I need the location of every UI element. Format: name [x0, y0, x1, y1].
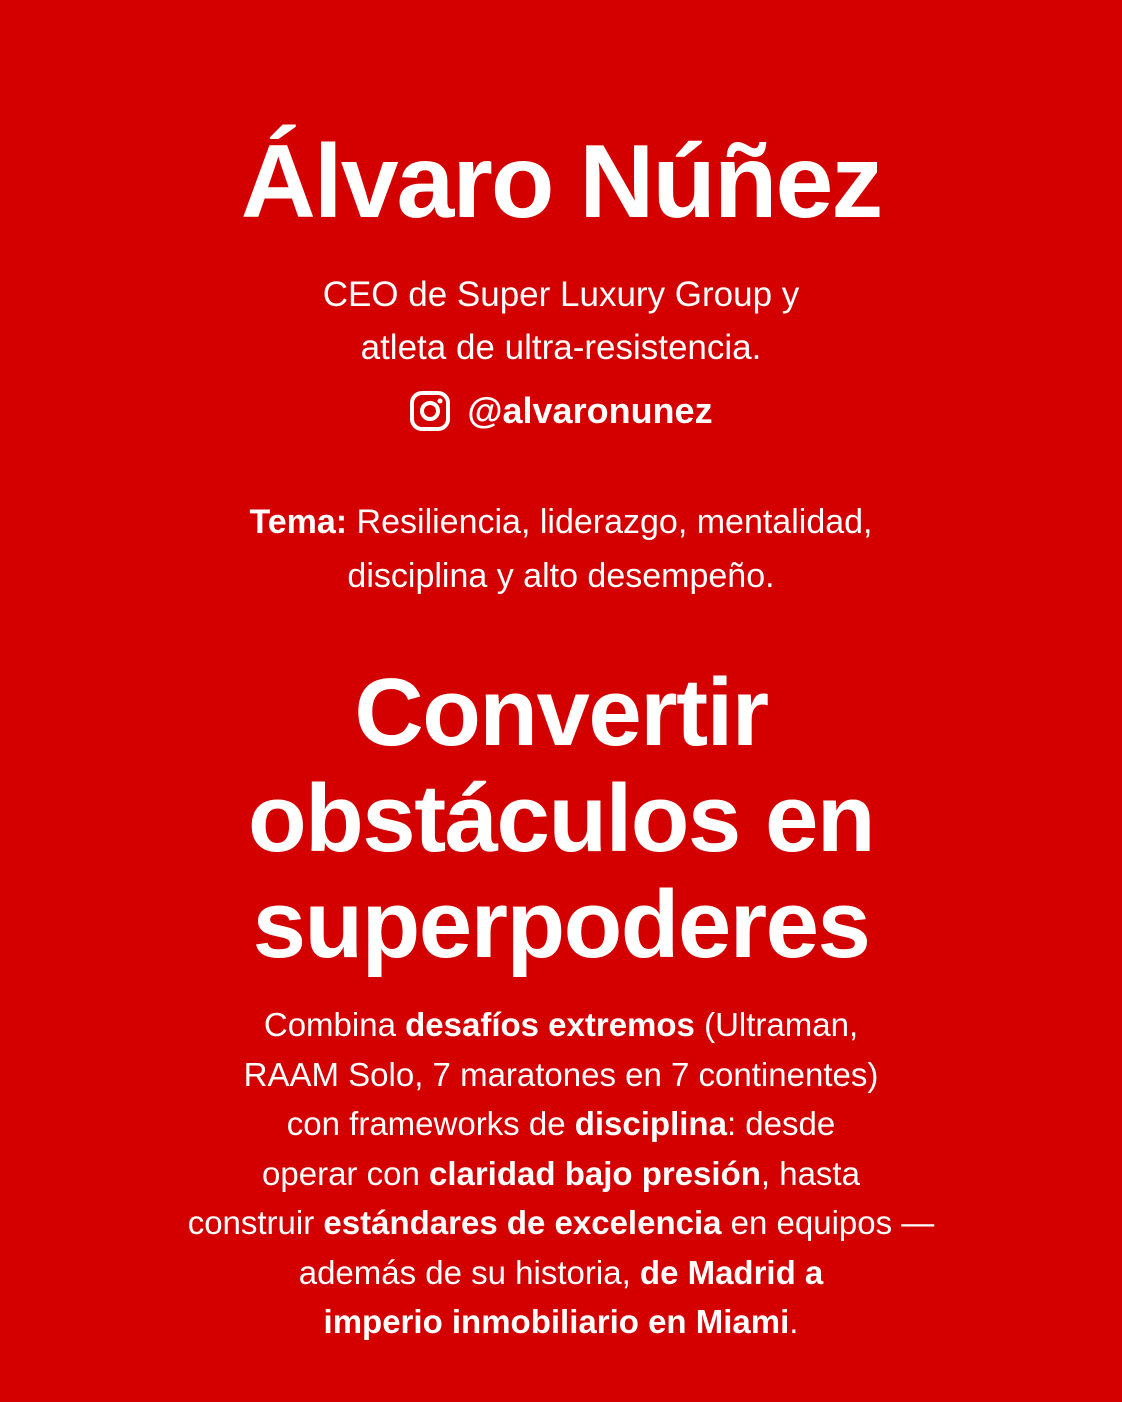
text: : desde	[726, 1105, 836, 1142]
emphasis: desafíos extremos	[405, 1006, 695, 1043]
description-line	[0, 1000, 1122, 1050]
text: .	[789, 1303, 799, 1340]
description-line: RAAM Solo, 7 maratones en 7 continentes)	[243, 1055, 879, 1093]
topic-block	[0, 495, 1122, 603]
description-line	[0, 1248, 1122, 1298]
instagram-handle[interactable]: @alvaronunez	[467, 390, 713, 431]
instagram-icon	[409, 390, 451, 432]
topic-label: Tema:	[249, 503, 348, 541]
description-line	[0, 1198, 1122, 1248]
talk-description	[0, 1000, 1122, 1347]
emphasis: claridad bajo presión	[428, 1154, 761, 1192]
instagram-link[interactable]	[0, 390, 1122, 432]
text: con frameworks de	[286, 1105, 575, 1142]
description-line	[0, 1149, 1122, 1199]
topic-line: disciplina y alto desempeño.	[347, 557, 775, 595]
talk-title-line: Convertir	[354, 659, 768, 766]
talk-title	[0, 660, 1122, 978]
text: , hasta	[760, 1154, 860, 1192]
text: en equipos —	[721, 1204, 935, 1241]
description-line	[0, 1297, 1122, 1347]
text: operar con	[262, 1154, 429, 1192]
emphasis: estándares de excelencia	[323, 1204, 722, 1241]
text: Combina	[263, 1006, 406, 1043]
description-line	[0, 1099, 1122, 1149]
text: además de su historia,	[298, 1253, 640, 1291]
topic-line	[0, 495, 1122, 549]
subtitle-line: atleta de ultra-resistencia.	[360, 328, 762, 367]
topic-text: Resiliencia, liderazgo, mentalidad,	[347, 503, 873, 541]
speaker-subtitle	[0, 268, 1122, 374]
text: (Ultraman,	[694, 1006, 859, 1043]
text: construir	[187, 1204, 324, 1241]
subtitle-line: CEO de Super Luxury Group y	[322, 275, 800, 314]
emphasis: imperio inmobiliario en Miami	[323, 1303, 790, 1340]
talk-title-line: superpoderes	[252, 871, 870, 978]
talk-title-line: obstáculos en	[248, 765, 874, 872]
speaker-name: Álvaro Núñez	[240, 124, 882, 240]
emphasis: disciplina	[574, 1105, 727, 1142]
emphasis: de Madrid a	[639, 1253, 824, 1291]
